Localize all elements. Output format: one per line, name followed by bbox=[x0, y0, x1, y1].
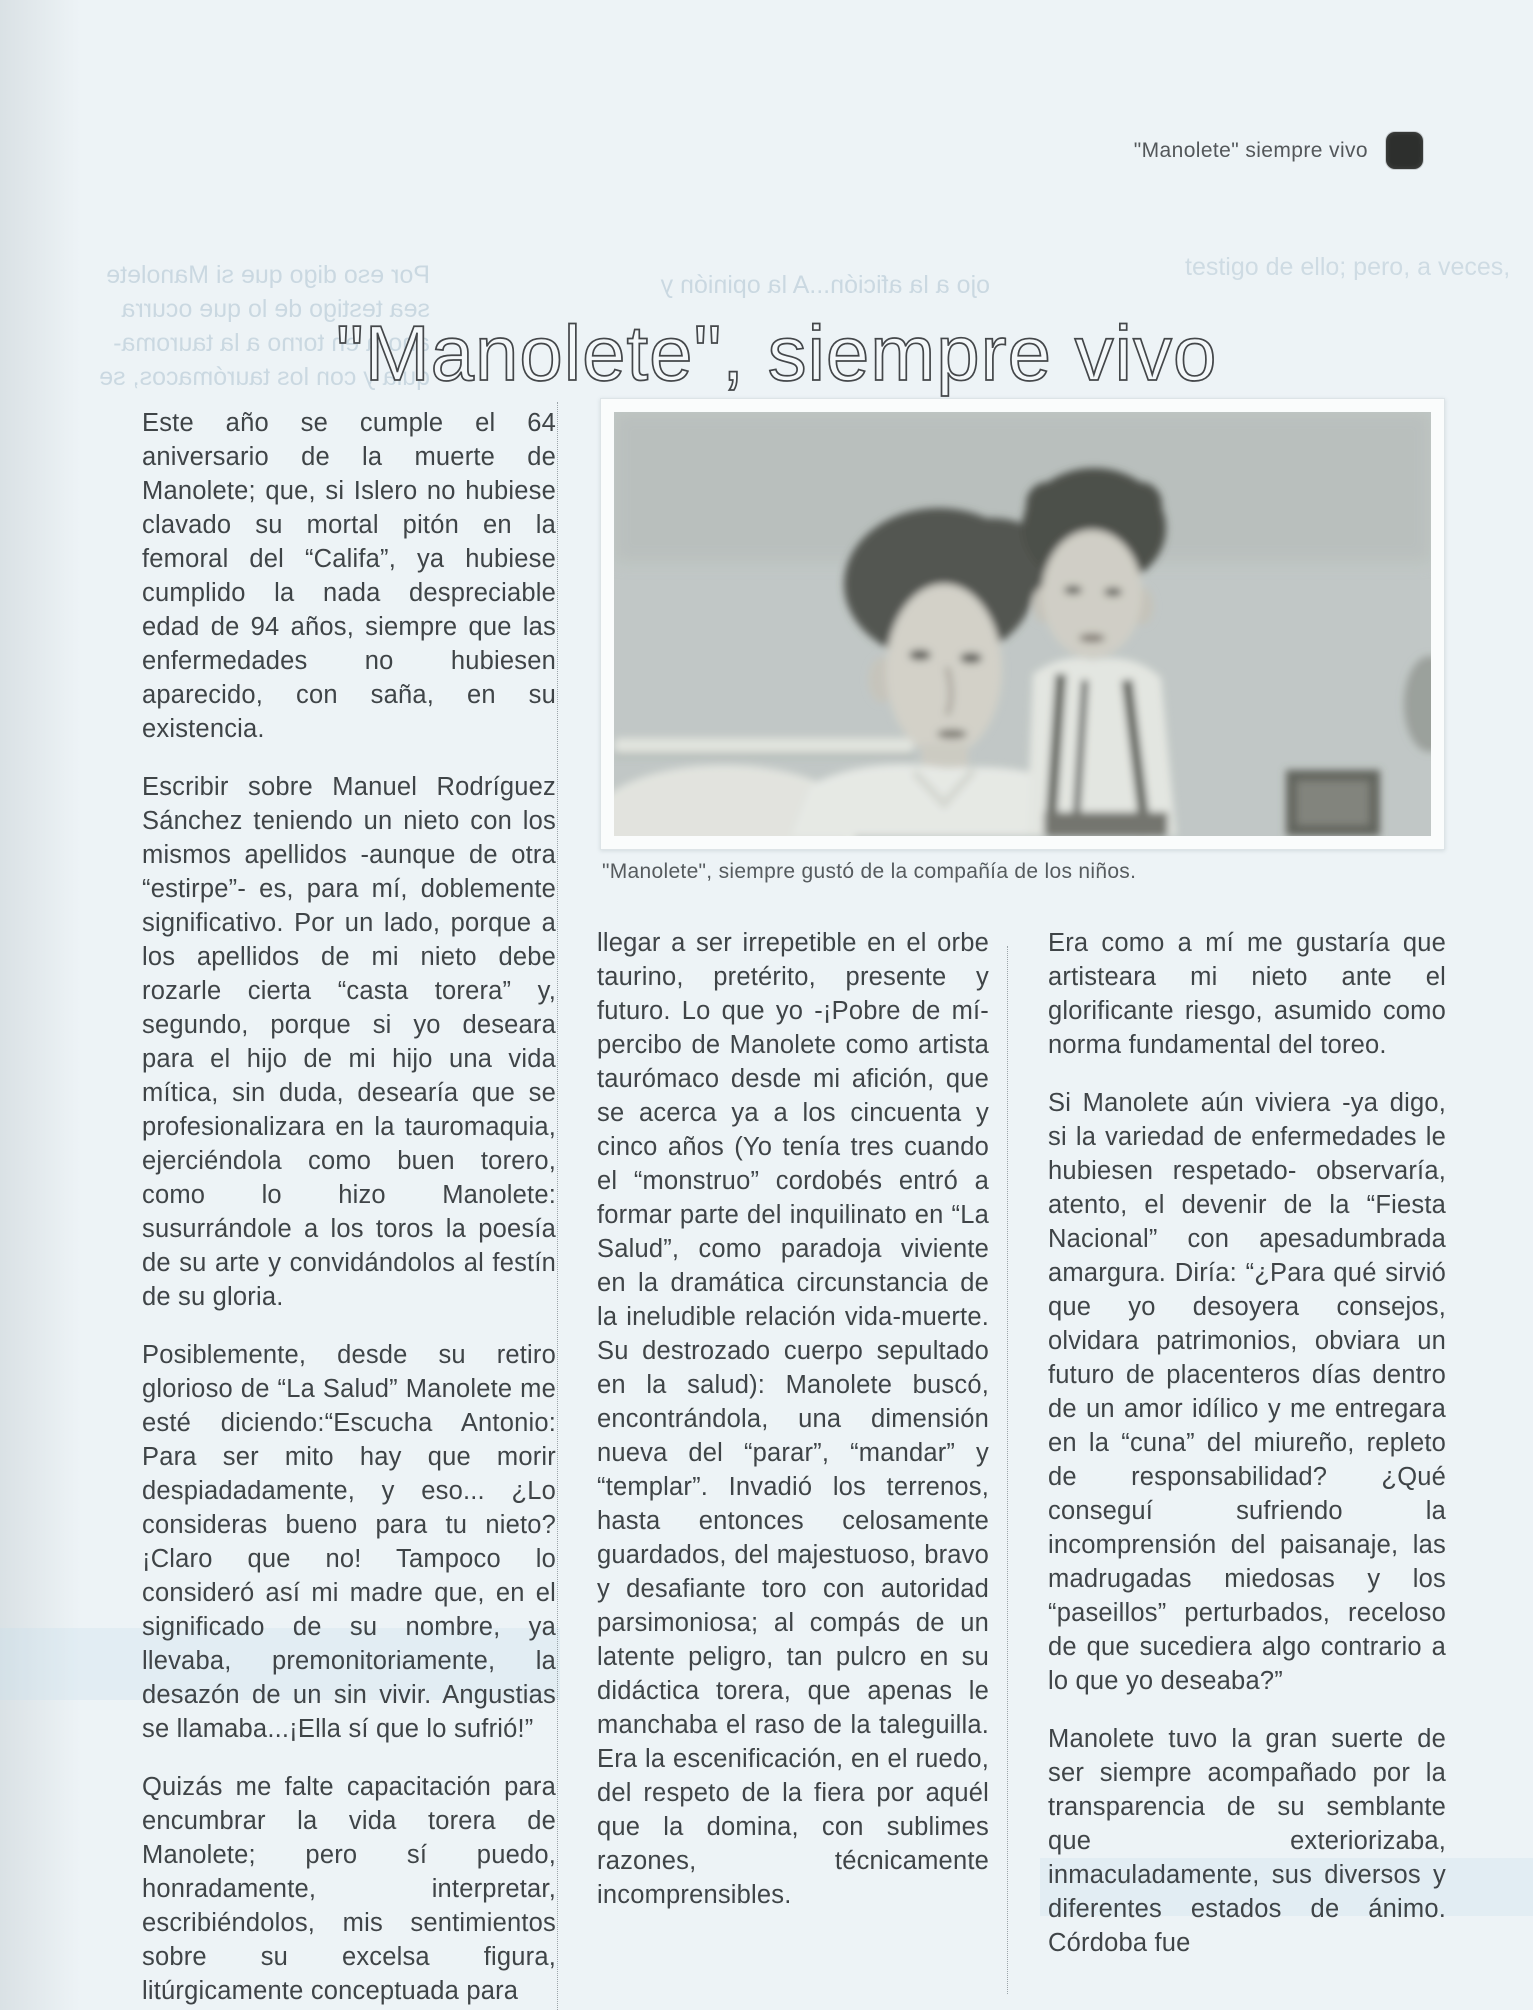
column-divider bbox=[1007, 946, 1008, 1994]
paragraph: Quizás me falte capacitación para encumbrar la vida torera de Manolete; pero sí puedo, honradamente, interpretar, escribiéndolos, mis sentimientos sobre su excelsa figura, litúrgicamente conceptuada para bbox=[142, 1773, 556, 2005]
paragraph: Este año se cumple el 64 aniversario de la muerte de Manolete; que, si Islero no hubiese clavado su mortal pitón en la femoral del “Califa”, ya hubiese cumplido la nada despreciable edad de 94 años, siempre que las enfermedades no hubiesen aparecido, con saña, en su existencia. bbox=[142, 409, 556, 743]
paragraph: Era como a mí me gustaría que artisteara mi nieto ante el glorificante riesgo, asumido como norma fundamental del toreo. bbox=[1048, 929, 1446, 1059]
photo-illustration bbox=[614, 412, 1431, 836]
bleedthrough-text: testigo de ello; pero, a veces, bbox=[1185, 253, 1511, 281]
article-column-middle bbox=[597, 926, 989, 2010]
paragraph: llegar a ser irrepetible en el orbe taurino, pretérito, presente y futuro. Lo que yo -¡Pobre de mí- percibo de Manolete como artista taurómaco desde mi afición, que se acerca ya a los cincuenta y cinco años (Yo tenía tres cuando el “monstruo” cordobés entró a formar parte del inquilinato en “La Salud”, como paradoja viviente en la dramática circunstancia de la ineludible relación vida-muerte. Su destrozado cuerpo sepultado en la salud): Manolete buscó, encontrándola, una dimensión nueva del “parar”, “mandar” y “templar”. Invadió los terrenos, hasta entonces celosamente guardados, del majestuoso, bravo y desafiante toro con autoridad parsimoniosa; al compás de un latente peligro, tan pulcro en su didáctica torera, que apenas le manchaba el raso de la taleguilla. Era la escenificación, en el ruedo, del respeto de la fiera por aquél que la domina, con sublimes razones, técnicamente incomprensibles. bbox=[597, 929, 989, 1909]
scan-edge-shading bbox=[0, 0, 80, 2010]
article-column-right bbox=[1048, 926, 1446, 2010]
paragraph: Manolete tuvo la gran suerte de ser siempre acompañado por la transparencia de su semblante que exteriorizaba, inmaculadamente, sus diversos y diferentes estados de ánimo. Córdoba fue bbox=[1048, 1725, 1446, 1957]
paragraph: Posiblemente, desde su retiro glorioso de “La Salud” Manolete me esté diciendo:“Escucha Antonio: Para ser mito hay que morir despiadadamente, y eso... ¿Lo consideras bueno para tu nieto? ¡Claro que no! Tampoco lo consideró así mi madre que, en el significado de su nombre, ya llevaba, premonitoriamente, la desazón de un sin vivir. Angustias se llamaba...¡Ella sí que lo sufrió!” bbox=[142, 1341, 556, 1743]
photo bbox=[600, 398, 1445, 850]
column-divider bbox=[557, 402, 558, 2010]
photo-caption: "Manolete", siempre gustó de la compañía de los niños. bbox=[602, 860, 1137, 883]
paragraph: Si Manolete aún viviera -ya digo, si la variedad de enfermedades le hubiesen respetado- observaría, atento, el devenir de la “Fiesta Nacional” con apesadumbrada amargura. Diría: “¿Para qué sirvió que yo desoyera consejos, olvidara patrimonios, obviara un futuro de placenteros días dentro de un amor idílico y me entregara en la “cuna” del miureño, repleto de responsabilidad? ¿Qué conseguí sufriendo la incomprensión del paisanaje, las madrugadas miedosas y los “paseillos” perturbados, receloso de que sucediera algo contrario a lo que yo deseaba?” bbox=[1048, 1089, 1446, 1695]
article-column-left bbox=[142, 406, 556, 2010]
corner-marker-icon bbox=[1386, 132, 1423, 169]
bleedthrough-text: ojo a la afición...A la opinión y bbox=[660, 271, 990, 299]
running-header bbox=[1134, 132, 1423, 169]
paragraph: Escribir sobre Manuel Rodríguez Sánchez teniendo un nieto con los mismos apellidos -aunque de otra “estirpe”- es, para mí, doblemente significativo. Por un lado, porque a los apellidos de mi nieto debe rozarle cierta “casta torera” y, segundo, porque si yo deseara para el hijo de mi hijo una vida mítica, sin duda, desearía que se profesionalizara en la tauromaquia, ejerciéndola como buen torero, como lo hizo Manolete: susurrándole a los toros la poesía de su arte y convidándolos al festín de su gloria. bbox=[142, 773, 556, 1311]
running-header-label: "Manolete" siempre vivo bbox=[1133, 138, 1368, 162]
bleedthrough-text: Por eso digo que si Manolete sea testigo de lo que ocurra ahora en torno a la tauroma- quia y con los taurómacos, se bbox=[99, 261, 430, 391]
page-title: "Manolete", siempre vivo bbox=[336, 309, 1218, 398]
